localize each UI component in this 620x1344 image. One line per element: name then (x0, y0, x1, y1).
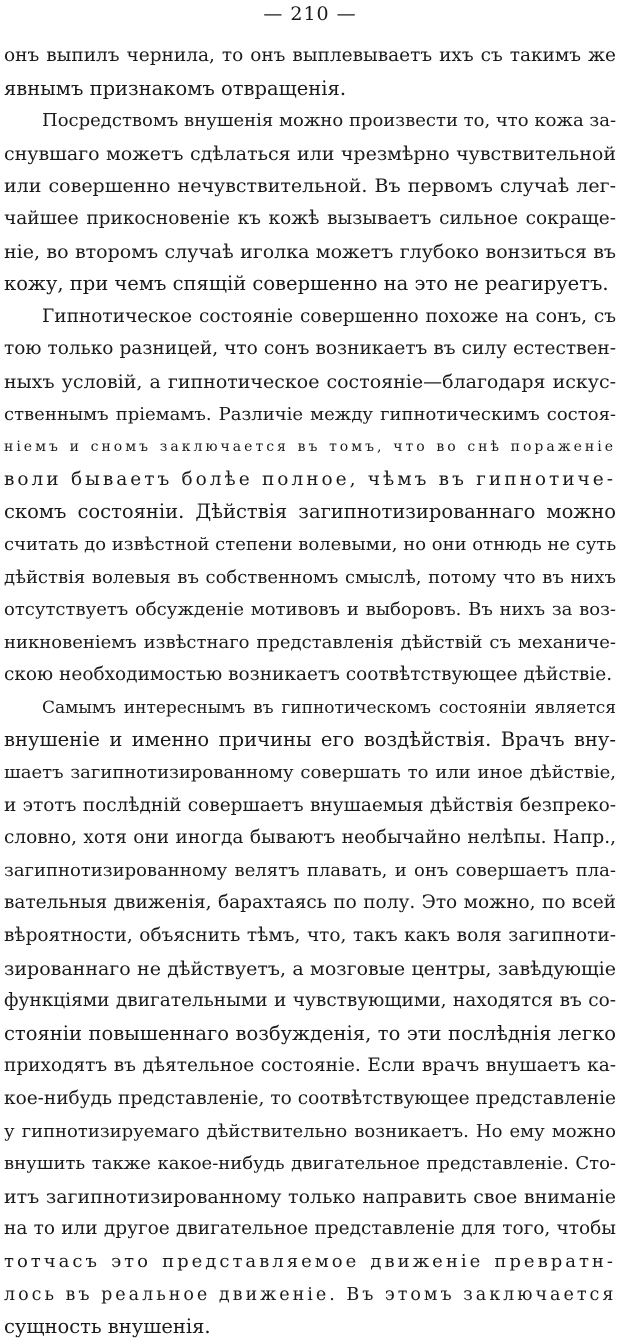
text-line: и этотъ послѣдній совершаетъ внушаемыя дѣйствія безпреко- (4, 794, 616, 816)
text-line: лось въ реальное движеніе. Въ этомъ заключается (4, 1284, 616, 1305)
text-line: ственнымъ пріемамъ. Различіе между гипнотическимъ состоя- (4, 403, 616, 425)
text-line: приходятъ въ дѣятельное состояніе. Если врачъ внушаетъ ка- (4, 1055, 616, 1077)
text-line: скою необходимостью возникаетъ соотвѣтствующее дѣйствіе. (4, 664, 613, 686)
text-line: у гипнотизируемаго дѣйствительно возникаетъ. Но ему можно (4, 1120, 616, 1142)
text-line: снувшаго можетъ сдѣлаться или чрезмѣрно чувствительной (4, 142, 616, 165)
text-line: ніемъ и сномъ заключается въ томъ, что во снѣ пораженіе (4, 439, 616, 456)
text-line: вательныя движенія, барахтаясь по полу. Это можно, по всей (4, 892, 616, 914)
text-line: итъ загипнотизированному только направить свое вниманіе (4, 1185, 616, 1208)
text-line: на то или другое двигательное представленіе для того, чтобы (4, 1218, 616, 1240)
text-line: воли бываетъ болѣе полное, чѣмъ въ гипнотиче- (4, 468, 616, 490)
text-line: ныхъ условій, а гипнотическое состояніе—благодаря искус- (4, 370, 616, 393)
text-line: тотчасъ это представляемое движеніе превратн- (4, 1250, 616, 1272)
text-line: отсутствуетъ обсужденіе мотивовъ и выборовъ. Въ нихъ за воз- (4, 599, 616, 621)
text-line: кое-нибудь представленіе, то соотвѣтствующее представленіе (4, 1088, 616, 1109)
text-line: вѣроятности, объяснить тѣмъ, что, такъ какъ воля загипноти- (4, 925, 616, 947)
body-text (4, 40, 616, 1344)
text-line: сущность внушенія. (4, 1315, 211, 1339)
text-line: Гипнотическое состояніе совершенно похоже на сонъ, съ (42, 305, 616, 327)
text-line: чайшее прикосновеніе къ кожѣ вызываетъ сильное сокраще- (4, 207, 616, 229)
page-number: — 210 — (263, 3, 357, 25)
text-line: онъ выпилъ чернила, то онъ выплевываетъ ихъ съ такимъ же (4, 45, 616, 66)
text-line: никновеніемъ извѣстнаго представленія дѣйствій съ механиче- (4, 631, 616, 653)
text-line: внушеніе и именно причины его воздѣйствія. Врачъ вну- (4, 728, 616, 752)
text-line: внушить также какое-нибудь двигательное представленіе. Сто- (4, 1153, 616, 1175)
text-line: шаетъ загипнотизированному совершать то или иное дѣйствіе, (4, 762, 616, 784)
text-line: скомъ состояніи. Дѣйствія загипнотизированнаго можно (4, 500, 616, 524)
text-line: функціями двигательными и чувствующими, находятся въ со- (4, 990, 616, 1012)
text-line: тою только разницей, что сонъ возникаетъ въ силу естествен- (4, 338, 616, 360)
text-line: стояніи повышеннаго возбужденія, то эти послѣднія легко (4, 1021, 616, 1045)
text-line: загипнотизированному велятъ плавать, и онъ совершаетъ пла- (4, 859, 616, 881)
text-line: считать до извѣстной степени волевыми, но они отнюдь не суть (4, 533, 616, 555)
text-line: явнымъ признакомъ отвращенія. (4, 76, 347, 100)
text-line: кожу, при чемъ спящій совершенно на это не реагируетъ. (4, 272, 609, 296)
text-line: или совершенно нечувствительной. Въ первомъ случаѣ лег- (4, 175, 616, 198)
text-line: ніе, во второмъ случаѣ иголка можетъ глубоко вонзиться въ (4, 240, 616, 263)
text-line: словно, хотя они иногда бываютъ необычайно нелѣпы. Напр., (4, 827, 616, 849)
text-line: дѣйствія волевыя въ собственномъ смыслѣ, потому что въ нихъ (4, 566, 616, 588)
text-line: Посредствомъ внушенія можно произвести то, что кожа за- (42, 110, 616, 132)
text-line: Самымъ интереснымъ въ гипнотическомъ состояніи является (42, 697, 616, 718)
text-line: зированнаго не дѣйствуетъ, а мозговые центры, завѣдующіе (4, 957, 616, 980)
